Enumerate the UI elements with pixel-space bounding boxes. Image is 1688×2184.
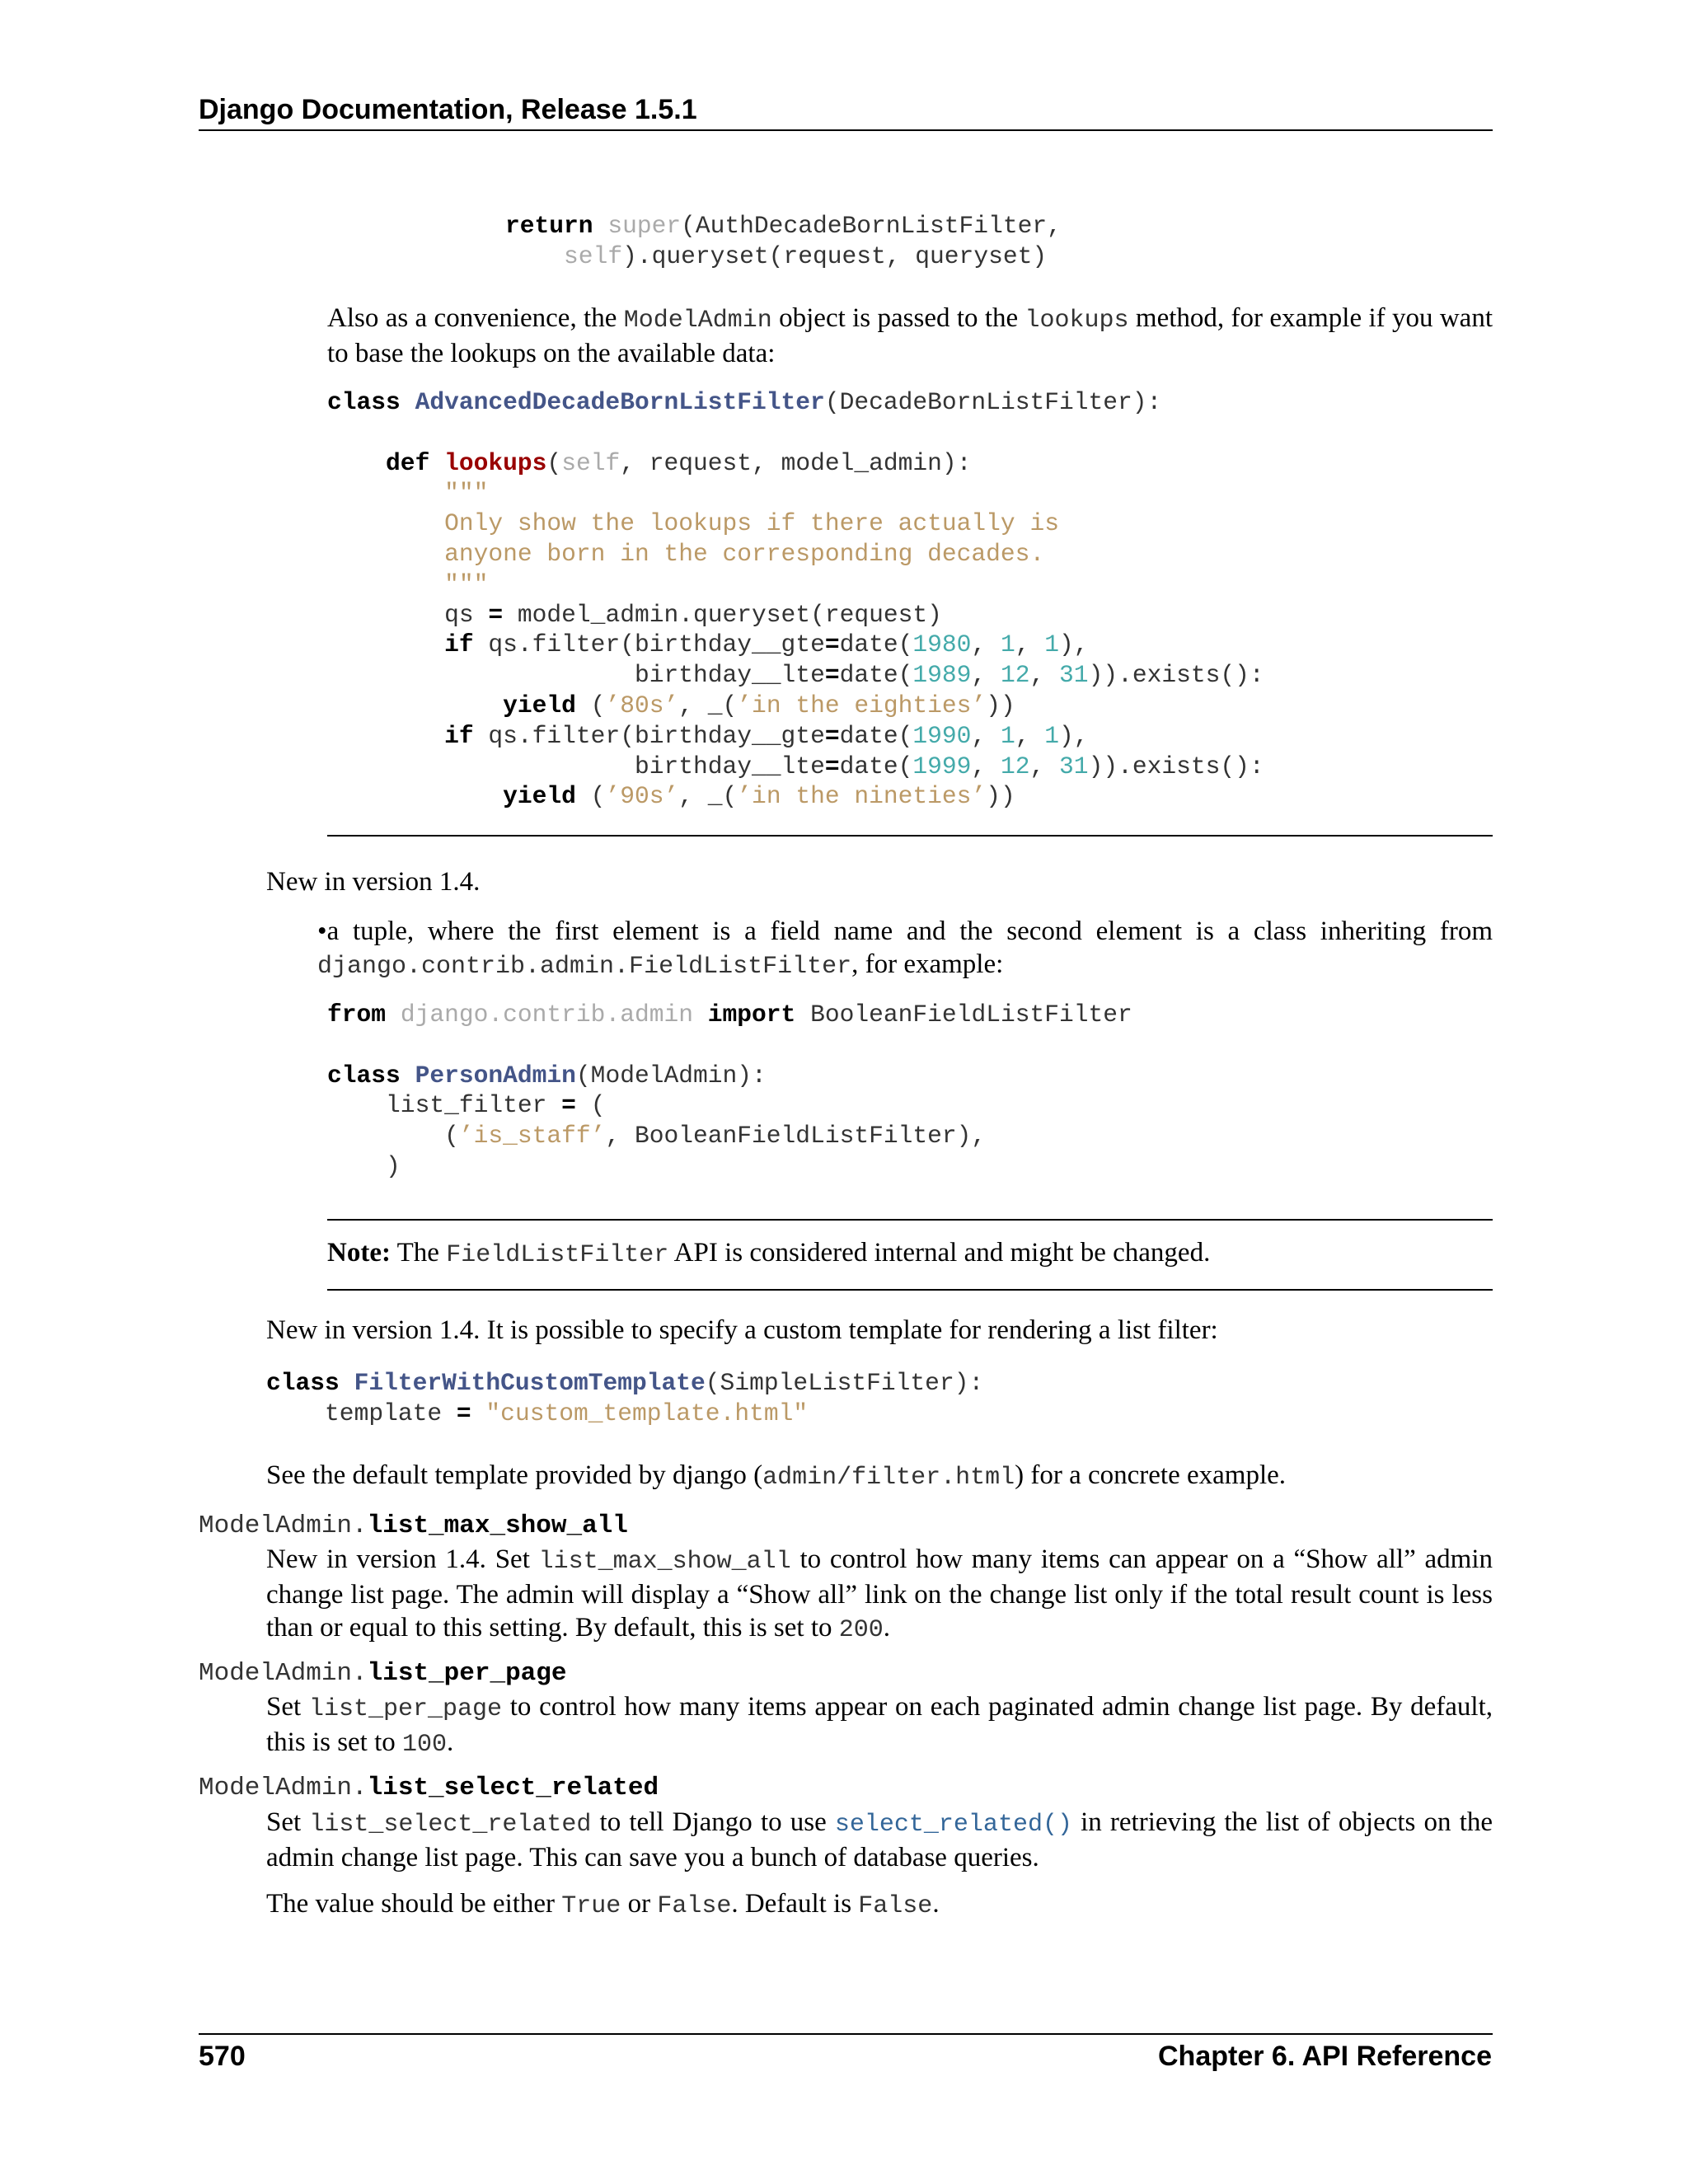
text: Set <box>266 1807 310 1837</box>
code-token: super <box>607 212 682 240</box>
sig-name: list_max_show_all <box>367 1511 628 1540</box>
code-token: ( <box>575 782 606 811</box>
code-token: ( <box>575 691 606 719</box>
version-note-1-4: New in version 1.4. <box>266 867 481 897</box>
code-block-advanced-filter: class AdvancedDecadeBornListFilter(DecadeBornListFilter): def lookups(self, request, model_admin): """ Only show the lookups if there actually is anyone born in the corresponding decades. """ qs = model_admin.queryset(request) if qs.filter(birthday__gte=date(1980, 1, 1), birthday__lte=date(1989, 12, 31)).exists(): yield (’80s’, _(’in the eighties’)) if qs.filter(birthday__gte=date(1990, 1, 1), birthday__lte=date(1999, 12, 31)).exists(): yield (’90s’, _(’in the nineties’)) <box>327 388 1264 811</box>
code-token: = <box>824 630 840 659</box>
code-token: , BooleanFieldListFilter), <box>605 1122 987 1151</box>
text: See the default template provided by django ( <box>266 1460 763 1490</box>
code-token: )) <box>986 782 1015 811</box>
inline-code: 200 <box>838 1616 884 1644</box>
code-token: """ <box>444 569 489 598</box>
code-token: , <box>971 661 1001 690</box>
paragraph-modeladmin-convenience <box>327 302 1493 370</box>
inline-code: FieldListFilter <box>446 1241 669 1269</box>
code-token: 12 <box>1000 752 1030 780</box>
note-top-rule <box>327 1219 1493 1221</box>
inline-code: list_select_related <box>309 1811 592 1839</box>
note-admonition <box>327 1236 1210 1272</box>
code-token: class <box>266 1369 340 1397</box>
text: Also as a convenience, the <box>327 303 624 333</box>
code-token: ’in the eighties’ <box>737 691 987 719</box>
code-token: 1 <box>1000 721 1015 750</box>
code-token: ’80s’ <box>605 691 679 719</box>
select-related-link[interactable]: select_related() <box>834 1811 1072 1839</box>
code-token: , <box>1015 630 1045 659</box>
code-token: BooleanFieldListFilter <box>795 1001 1132 1029</box>
code-token: (ModelAdmin): <box>575 1061 767 1090</box>
code-token: )).exists(): <box>1088 661 1264 690</box>
code-token: date( <box>839 630 913 659</box>
code-token: django.contrib.admin <box>400 1001 693 1029</box>
code-token: , <box>971 752 1001 780</box>
code-block-person-admin <box>327 1000 1132 1182</box>
divider-rule <box>327 835 1493 837</box>
text: New in version 1.4. Set <box>266 1544 539 1574</box>
code-token: ’in the nineties’ <box>737 782 987 811</box>
note-bottom-rule <box>327 1289 1493 1291</box>
code-token: self <box>561 448 621 477</box>
text: in retrieving the list of objects on the admin change list page. This can save you a bunch of database queries. <box>266 1807 1493 1872</box>
attribute-description-list-select-related <box>266 1806 1493 1874</box>
attribute-signature-list-per-page <box>199 1657 566 1690</box>
text: ) for a concrete example. <box>1015 1460 1287 1490</box>
attribute-signature-list-select-related <box>199 1772 659 1805</box>
code-token: "custom_template.html" <box>485 1399 809 1427</box>
code-token: 1980 <box>912 630 972 659</box>
inline-code: django.contrib.admin.FieldListFilter <box>317 953 852 981</box>
text: . <box>932 1889 940 1919</box>
attribute-value-note <box>266 1887 940 1923</box>
code-token: qs.filter(birthday__gte <box>473 721 825 750</box>
code-token: yield <box>503 691 576 719</box>
code-token: ), <box>1059 721 1089 750</box>
code-token: import <box>707 1001 796 1029</box>
code-token: from <box>327 1001 387 1029</box>
running-header-title: Django Documentation, Release 1.5.1 <box>199 94 697 125</box>
code-token: 1 <box>1044 630 1060 659</box>
text: The <box>390 1238 447 1268</box>
code-token: ), <box>1059 630 1089 659</box>
code-token: 1 <box>1044 721 1060 750</box>
code-token: PersonAdmin <box>415 1061 576 1090</box>
code-token: lookups <box>444 448 547 477</box>
code-token: ’is_staff’ <box>458 1122 606 1151</box>
code-token: ).queryset(request, queryset) <box>622 241 1048 270</box>
code-token: )).exists(): <box>1088 752 1264 780</box>
bullet-icon: • <box>317 916 327 946</box>
list-item-tuple <box>317 915 1493 983</box>
code-token: = <box>456 1399 471 1427</box>
code-token: template <box>325 1399 457 1427</box>
text: . <box>883 1613 891 1643</box>
code-token: ( <box>444 1122 459 1151</box>
inline-code: 100 <box>402 1731 448 1759</box>
inline-code: list_per_page <box>308 1695 502 1723</box>
text: to tell Django to use <box>591 1807 835 1837</box>
code-token: ’90s’ <box>605 782 679 811</box>
code-token: = <box>824 752 840 780</box>
code-token: 1 <box>1000 630 1015 659</box>
inline-code: lookups <box>1025 307 1129 335</box>
code-token: , _( <box>678 782 738 811</box>
code-token: date( <box>839 752 913 780</box>
code-token: , <box>971 630 1001 659</box>
attribute-description-list-per-page <box>266 1690 1493 1761</box>
code-token: date( <box>839 661 913 690</box>
code-token: , <box>1015 721 1045 750</box>
code-token: class <box>327 388 401 416</box>
code-token: Only show the lookups if there actually is <box>444 509 1059 538</box>
text: or <box>621 1889 658 1919</box>
code-token: class <box>327 1061 401 1090</box>
footer-rule <box>199 2033 1493 2035</box>
code-token: anyone born in the corresponding decades. <box>444 539 1045 568</box>
code-token: birthday__lte <box>634 752 825 780</box>
code-token: list_filter <box>386 1091 562 1120</box>
code-block-queryset-return <box>505 211 1062 272</box>
code-token: 31 <box>1059 661 1089 690</box>
code-token: date( <box>839 721 913 750</box>
code-token: qs.filter(birthday__gte <box>473 630 825 659</box>
code-token: , _( <box>678 691 738 719</box>
sig-name: list_per_page <box>367 1659 567 1688</box>
paragraph-default-template <box>266 1459 1286 1494</box>
page-number: 570 <box>199 2041 246 2072</box>
code-token: , <box>1029 752 1060 780</box>
code-token: = <box>824 721 840 750</box>
text: . Default is <box>731 1889 859 1919</box>
inline-code: ModelAdmin <box>623 307 772 335</box>
sig-prefix: ModelAdmin. <box>199 1659 368 1688</box>
note-label: Note: <box>327 1238 391 1268</box>
code-token: = <box>824 661 840 690</box>
code-token: birthday__lte <box>634 661 825 690</box>
sig-prefix: ModelAdmin. <box>199 1774 368 1802</box>
text: . <box>447 1727 454 1757</box>
code-token: = <box>561 1091 576 1120</box>
text: to control how many items appear on each paginated admin change list page. By default, this is set to <box>266 1692 1493 1757</box>
chapter-title: Chapter 6. API Reference <box>1158 2041 1492 2072</box>
attribute-description-list-max-show-all <box>266 1543 1493 1647</box>
code-token: = <box>488 600 504 629</box>
code-token: AdvancedDecadeBornListFilter <box>415 388 825 416</box>
code-token: (SimpleListFilter): <box>705 1369 984 1397</box>
inline-code: False <box>858 1892 933 1920</box>
code-token: """ <box>444 479 489 508</box>
code-token: (AuthDecadeBornListFilter, <box>681 212 1062 240</box>
sig-name: list_select_related <box>367 1774 659 1802</box>
paragraph-custom-template: New in version 1.4. It is possible to specify a custom template for rendering a list filter: <box>266 1315 1218 1345</box>
code-block-custom-template <box>266 1368 983 1429</box>
code-token: )) <box>986 691 1015 719</box>
inline-code: True <box>561 1892 621 1920</box>
text: Set <box>266 1692 309 1722</box>
code-token: self <box>564 241 623 270</box>
code-token: return <box>505 212 593 240</box>
code-token: if <box>444 721 474 750</box>
sig-prefix: ModelAdmin. <box>199 1511 368 1540</box>
code-token: FilterWithCustomTemplate <box>354 1369 706 1397</box>
code-token: 12 <box>1000 661 1030 690</box>
text: , for example: <box>851 949 1004 979</box>
code-token: ( <box>575 1091 606 1120</box>
text: to control how many items can appear on a “Show all” admin change list page. The admin will display a “Show all” link on the change list only if the total result count is less than or equal to this setting. By default, this is set to <box>266 1544 1493 1643</box>
code-token: 1999 <box>912 752 972 780</box>
text: object is passed to the <box>771 303 1025 333</box>
text: method, for example if you want to base the lookups on the available data: <box>327 303 1493 368</box>
inline-code: admin/filter.html <box>762 1464 1015 1492</box>
code-token: , request, model_admin): <box>620 448 972 477</box>
header-rule <box>199 129 1493 131</box>
attribute-signature-list-max-show-all <box>199 1510 628 1543</box>
text: a tuple, where the first element is a field name and the second element is a class inheriting from <box>326 916 1493 946</box>
code-token: (DecadeBornListFilter): <box>824 388 1162 416</box>
code-token: model_admin.queryset(request) <box>503 600 942 629</box>
code-token: yield <box>503 782 576 811</box>
code-token: , <box>1029 661 1060 690</box>
code-token: 1990 <box>912 721 972 750</box>
code-token: 1989 <box>912 661 972 690</box>
code-token: , <box>971 721 1001 750</box>
code-token: if <box>444 630 474 659</box>
text: The value should be either <box>266 1889 562 1919</box>
code-token: def <box>386 448 430 477</box>
inline-code: list_max_show_all <box>538 1548 791 1576</box>
inline-code: False <box>657 1892 732 1920</box>
text: API is considered internal and might be changed. <box>668 1238 1211 1268</box>
code-token: 31 <box>1059 752 1089 780</box>
code-token: qs <box>444 600 489 629</box>
code-token: ) <box>386 1151 401 1180</box>
